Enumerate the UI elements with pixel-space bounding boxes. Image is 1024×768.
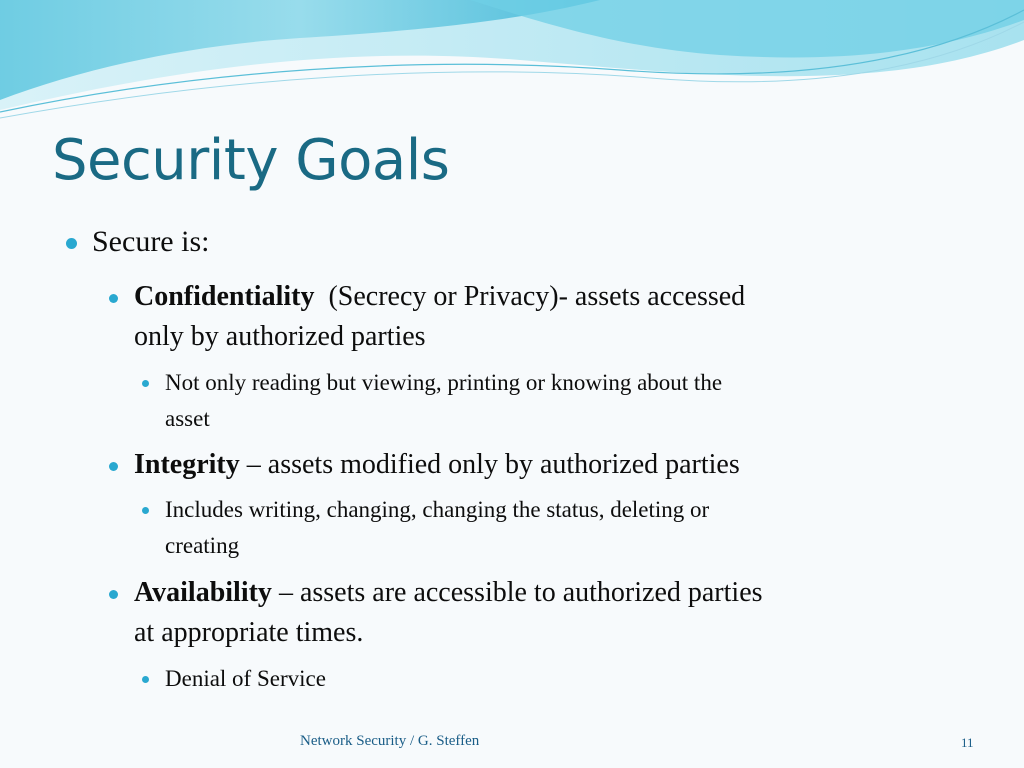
- footer-text: Network Security / G. Steffen: [300, 733, 480, 749]
- sub-item-confidentiality: [165, 365, 955, 437]
- term-availability: Availability: [134, 577, 272, 608]
- sub-text-line-2: asset: [165, 406, 210, 431]
- bullet-icon: [142, 507, 149, 514]
- desc-availability-1: – assets are accessible to authorized parties: [278, 577, 763, 608]
- intro-text: Secure is:: [92, 225, 210, 258]
- sub-text-line-1: Denial of Service: [165, 666, 326, 691]
- desc-availability-2: at appropriate times.: [134, 617, 364, 648]
- list-item-availability: [134, 573, 964, 653]
- sub-text-line-1: Not only reading but viewing, printing or knowing about the: [165, 370, 723, 395]
- term-confidentiality: Confidentiality: [134, 281, 315, 312]
- desc-confidentiality-2: only by authorized parties: [134, 321, 426, 352]
- bullet-icon: [142, 676, 149, 683]
- slide-title: Security Goals: [52, 128, 450, 193]
- desc-integrity: – assets modified only by authorized parties: [246, 449, 740, 480]
- sub-item-integrity: [165, 492, 955, 564]
- bullet-icon: [109, 590, 118, 599]
- bullet-icon: [142, 380, 149, 387]
- bullet-icon: [66, 238, 77, 249]
- list-item-secure-is: [92, 225, 209, 259]
- page-number: 11: [961, 735, 974, 750]
- header-wave-decoration: [0, 0, 1024, 130]
- list-item-integrity: [134, 445, 964, 485]
- list-item-confidentiality: [134, 277, 964, 357]
- desc-confidentiality-1: (Secrecy or Privacy)- assets accessed: [328, 281, 746, 312]
- sub-text-line-2: creating: [165, 533, 240, 558]
- term-integrity: Integrity: [134, 449, 240, 480]
- sub-item-availability: [165, 661, 955, 697]
- bullet-icon: [109, 462, 118, 471]
- bullet-icon: [109, 294, 118, 303]
- sub-text-line-1: Includes writing, changing, changing the status, deleting or: [165, 497, 710, 522]
